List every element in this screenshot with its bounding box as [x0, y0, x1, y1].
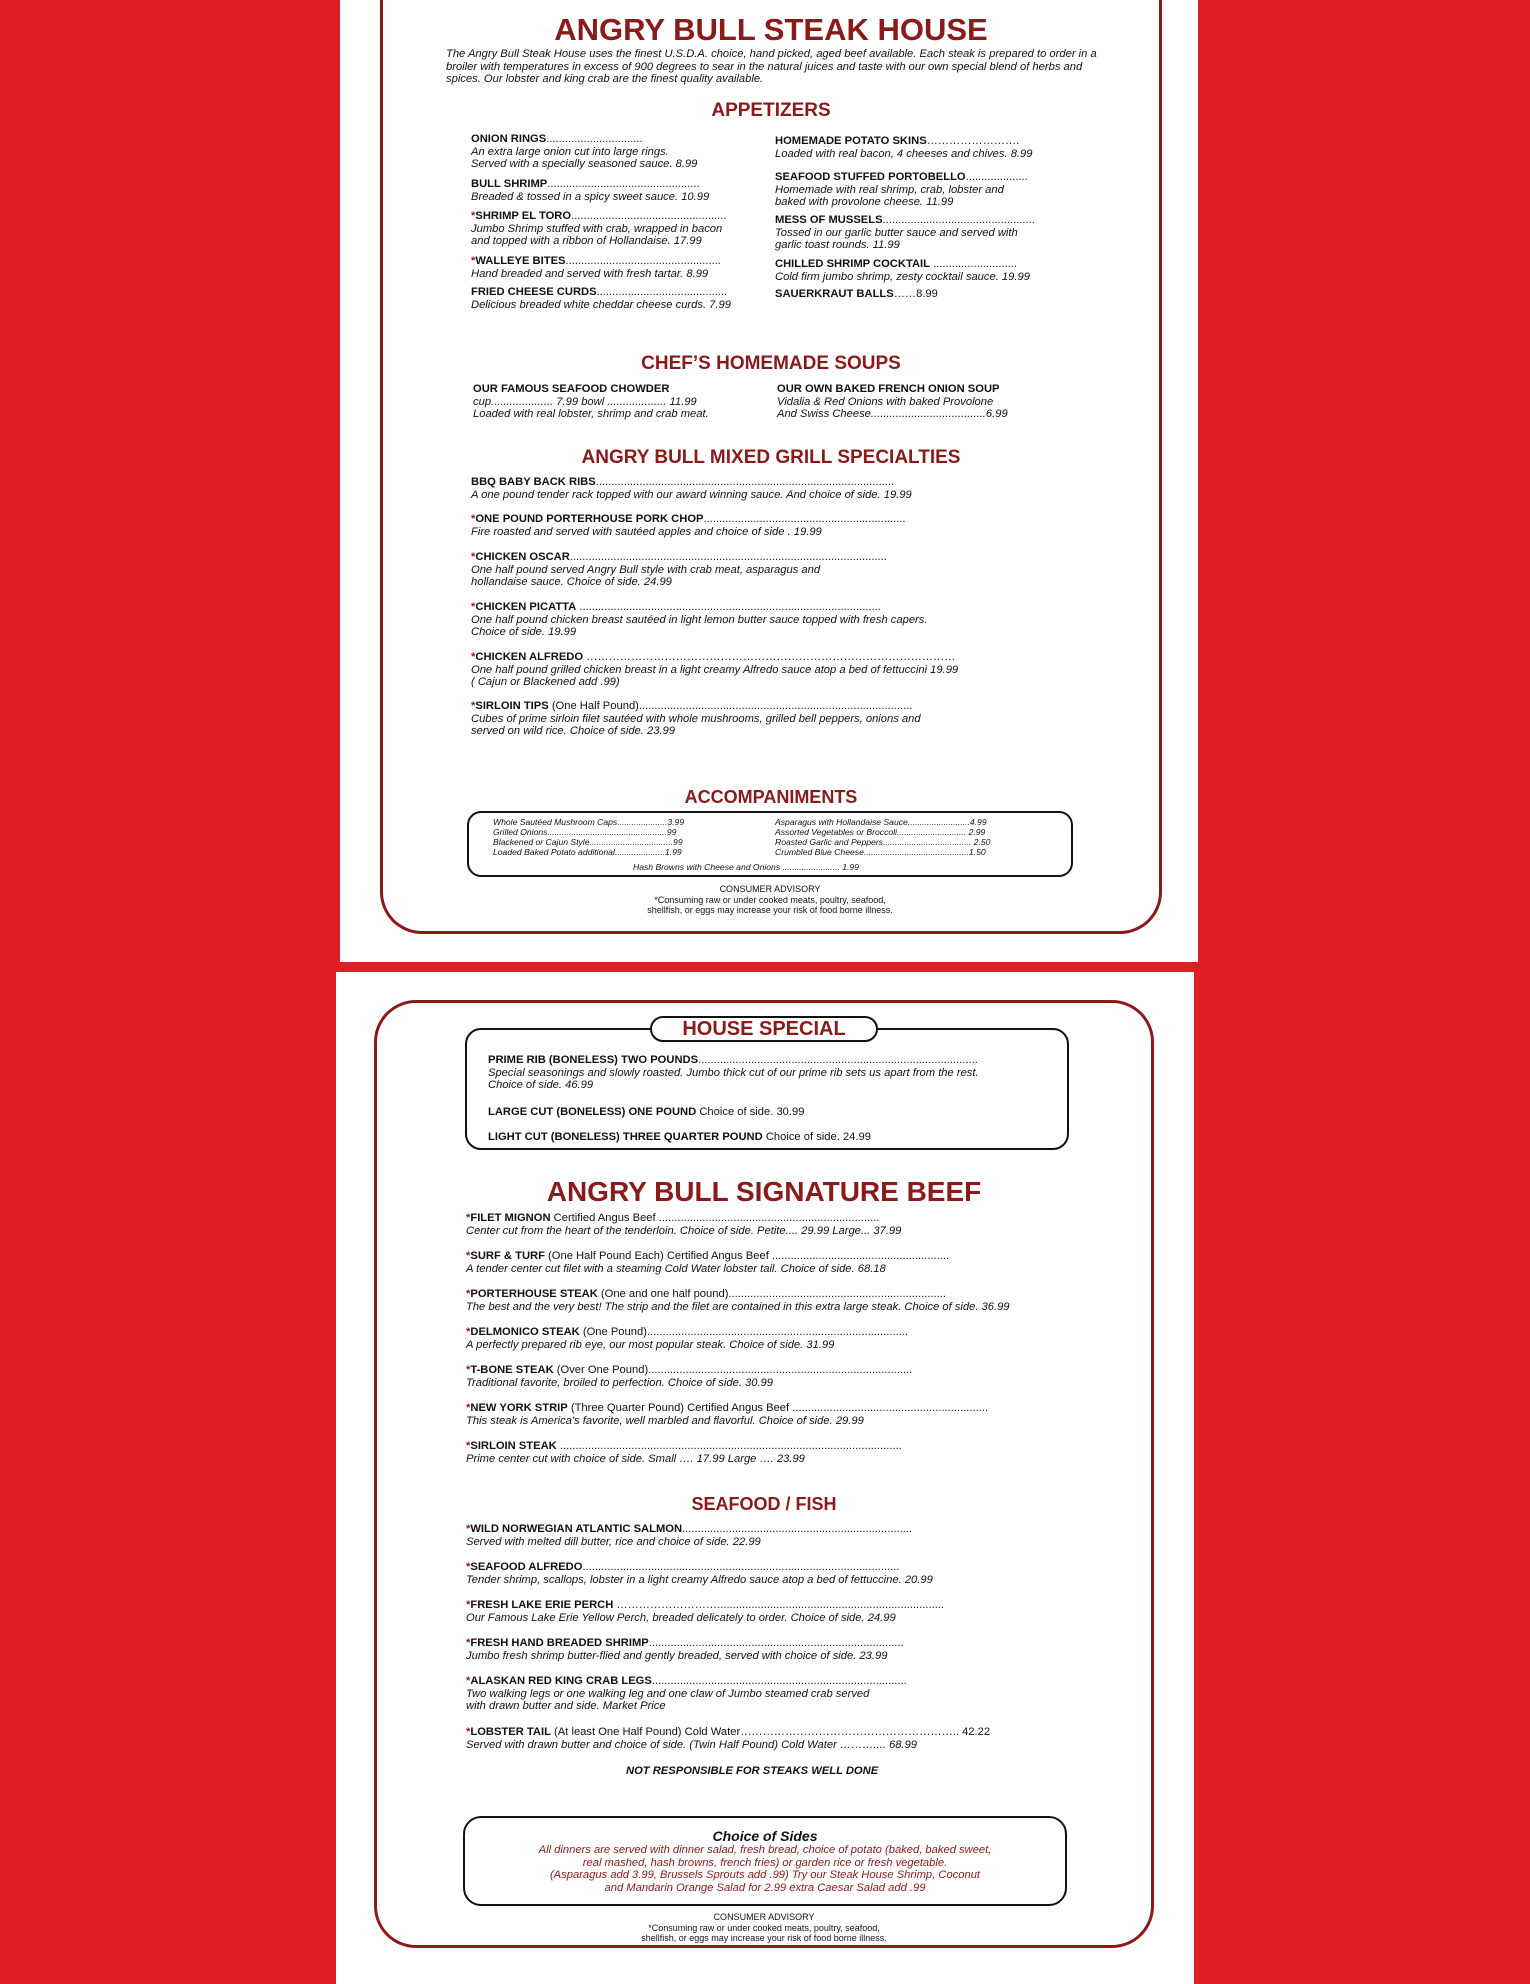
menu-item: *CHICKEN ALFREDO ……………………………………………………………………………………… One half pound grilled chicken breast in a light creamy Alfredo sauce atop a bed of fettuccini 19.99 ( Cajun or Blackened add .99)	[471, 651, 959, 688]
menu-item: *WILD NORWEGIAN ATLANTIC SALMON.......................................................................... Served with melted dill butter, rice and choice of side. 22.99	[466, 1523, 913, 1548]
intro-text: The Angry Bull Steak House uses the finest U.S.D.A. choice, hand picked, aged beef available. Each steak is prepared to order in a broiler with temperatures in excess of 900 degrees to sear in the natural juices and taste with our own special blend of herbs and spices. Our lobster and king crab are the finest quality available.	[446, 48, 1097, 85]
menu-item: *PORTERHOUSE STEAK (One and one half pound)...................................................................... The best and the very best! The strip and the filet are contained in this extra large steak. Choice of side. 36.99	[466, 1288, 1010, 1313]
choice-of-sides-box	[463, 1816, 1067, 1906]
menu-item: SEAFOOD STUFFED PORTOBELLO.................... Homemade with real shrimp, crab, lobster and baked with provolone cheese. 11.99	[775, 171, 1028, 208]
consumer-advisory: CONSUMER ADVISORY *Consuming raw or under cooked meats, poultry, seafood, shellfish, or eggs may increase your risk of food borne illness.	[641, 1912, 887, 1943]
house-special-label: HOUSE SPECIAL	[650, 1016, 878, 1042]
appetizers-heading: APPETIZERS	[711, 100, 831, 121]
menu-item: MESS OF MUSSELS................................................. Tossed in our garlic butter sauce and served with garlic toast rounds. 11.99	[775, 214, 1035, 251]
menu-item: *CHICKEN OSCAR...................................................................................................... One half pound served Angry Bull style with crab meat, asparagus and hollandaise sauce. Choice of side. 24.99	[471, 551, 887, 588]
menu-item: *FRESH LAKE ERIE PERCH ………………………......................................................................... Our Famous Lake Erie Yellow Perch, breaded delicately to order. Choice of side. 24.99	[466, 1599, 945, 1624]
soups-heading: CHEF’S HOMEMADE SOUPS	[641, 353, 901, 374]
menu-item: *SHRIMP EL TORO.................................................. Jumbo Shrimp stuffed with crab, wrapped in bacon and topped with a ribbon of Hollandaise. 17.99	[471, 210, 727, 247]
menu-page-2	[336, 972, 1194, 1984]
menu-item: *CHICKEN PICATTA ................................................................................................. One half pound chicken breast sautéed in light lemon butter sauce topped with fresh capers. Choice of side. 19.99	[471, 601, 928, 638]
seafood-heading: SEAFOOD / FISH	[691, 1494, 837, 1514]
menu-item: SAUERKRAUT BALLS……8.99	[775, 288, 938, 300]
menu-item: CHILLED SHRIMP COCKTAIL ........................... Cold firm jumbo shrimp, zesty cocktail sauce. 19.99	[775, 258, 1030, 283]
accompaniments-right: Asparagus with Hollandaise Sauce..........................4.99 Assorted Vegetables or Broccoli............................. 2.99 Roasted Garlic and Peppers..................................... 2.50 Crumbled Blue Cheese............................................1.50	[775, 817, 991, 857]
menu-item: OUR FAMOUS SEAFOOD CHOWDER cup.................... 7.99 bowl ................... 11.99 Loaded with real lobster, shrimp and crab meat.	[473, 383, 709, 420]
menu-item: BBQ BABY BACK RIBS................................................................................................ A one pound tender rack topped with our award winning sauce. And choice of side. 19.99	[471, 476, 912, 501]
restaurant-title: ANGRY BULL STEAK HOUSE	[554, 12, 988, 47]
choice-of-sides-text: All dinners are served with dinner salad, fresh bread, choice of potato (baked, baked sweet, real mashed, hash browns, french fries) or garden rice or fresh vegetable. (Asparagus add 3.99, Brussels Sprouts add .99) Try our Steak House Shrimp, Coconut and Mandarin Orange Salad for 2.99 extra Caesar Salad add .99	[538, 1844, 992, 1894]
menu-page-1	[340, 0, 1198, 962]
menu-item: *DELMONICO STEAK (One Pound).................................................................................... A perfectly prepared rib eye, our most popular steak. Choice of side. 31.99	[466, 1326, 909, 1351]
menu-item: *SIRLOIN STEAK .............................................................................................................. Prime center cut with choice of side. Small …. 17.99 Large …. 23.99	[466, 1440, 902, 1465]
menu-item: *NEW YORK STRIP (Three Quarter Pound) Certified Angus Beef ............................................................... This steak is America's favorite, well marbled and flavorful. Choice of side. 29.99	[466, 1402, 989, 1427]
menu-item: *ONE POUND PORTERHOUSE PORK CHOP................................................................. Fire roasted and served with sautéed apples and choice of side . 19.99	[471, 513, 906, 538]
menu-item: LIGHT CUT (BONELESS) THREE QUARTER POUND Choice of side. 24.99	[488, 1131, 871, 1143]
menu-item: *ALASKAN RED KING CRAB LEGS.................................................................................. Two walking legs or one walking leg and one claw of Jumbo steamed crab served with drawn butter and side. Market Price	[466, 1675, 907, 1712]
menu-item: BULL SHRIMP................................................. Breaded & tossed in a spicy sweet sauce. 10.99	[471, 178, 710, 203]
menu-item: *SIRLOIN TIPS (One Half Pound)........................................................................................ Cubes of prime sirloin filet sautéed with whole mushrooms, grilled bell peppers, onions and served on wild rice. Choice of side. 23.99	[471, 700, 921, 737]
menu-item: PRIME RIB (BONELESS) TWO POUNDS.......................................................................................... Special seasonings and slowly roasted. Jumbo thick cut of our prime rib sets us apart from the rest. Choice of side. 46.99	[488, 1054, 979, 1091]
accompaniments-left: Whole Sautéed Mushroom Caps.....................3.99 Grilled Onions..................................................99 Blackened or Cajun Style...................................99 Loaded Baked Potato additional.....................1.99	[493, 817, 685, 857]
choice-of-sides-title: Choice of Sides	[712, 1828, 818, 1844]
menu-item: *T-BONE STEAK (Over One Pound)..................................................................................... Traditional favorite, broiled to perfection. Choice of side. 30.99	[466, 1364, 913, 1389]
signature-beef-heading: ANGRY BULL SIGNATURE BEEF	[546, 1176, 982, 1207]
menu-item: *SURF & TURF (One Half Pound Each) Certified Angus Beef ......................................................... A tender center cut filet with a steaming Cold Water lobster tail. Choice of side. 68.18	[466, 1250, 950, 1275]
menu-item: LARGE CUT (BONELESS) ONE POUND Choice of side. 30.99	[488, 1106, 805, 1118]
menu-item: *FILET MIGNON Certified Angus Beef ....................................................................... Center cut from the heart of the tenderloin. Choice of side. Petite.... 29.99 Large... 37.99	[466, 1212, 902, 1237]
menu-item: *WALLEYE BITES.................................................. Hand breaded and served with fresh tartar. 8.99	[471, 255, 721, 280]
menu-item: *SEAFOOD ALFREDO...................................................................................................... Tender shrimp, scallops, lobster in a light creamy Alfredo sauce atop a bed of fettuccine. 20.99	[466, 1561, 933, 1586]
menu-item: FRIED CHEESE CURDS.......................................... Delicious breaded white cheddar cheese curds. 7.99	[471, 286, 731, 311]
consumer-advisory: CONSUMER ADVISORY *Consuming raw or under cooked meats, poultry, seafood, shellfish, or eggs may increase your risk of food borne illness.	[647, 884, 893, 915]
accompaniments-bottom: Hash Browns with Cheese and Onions ........................ 1.99	[633, 862, 859, 872]
not-responsible-note: NOT RESPONSIBLE FOR STEAKS WELL DONE	[626, 1765, 879, 1777]
menu-item: OUR OWN BAKED FRENCH ONION SOUP Vidalia & Red Onions with baked Provolone And Swiss Cheese.....................................6.99	[777, 383, 1008, 420]
accompaniments-heading: ACCOMPANIMENTS	[684, 787, 858, 807]
menu-item: *LOBSTER TAIL (At least One Half Pound) Cold Water………………………………………………….. 42.22 Served with drawn butter and choice of side. (Twin Half Pound) Cold Water ……….... 68.99	[466, 1726, 991, 1751]
menu-item: HOMEMADE POTATO SKINS……………………. Loaded with real bacon, 4 cheeses and chives. 8.99	[775, 135, 1033, 160]
mixed-grill-heading: ANGRY BULL MIXED GRILL SPECIALTIES	[581, 447, 961, 468]
menu-item: *FRESH HAND BREADED SHRIMP.................................................................................. Jumbo fresh shrimp butter-flied and gently breaded, served with choice of side. 23.99	[466, 1637, 904, 1662]
menu-item: ONION RINGS............................... An extra large onion cut into large rings. Served with a specially seasoned sauce. 8.99	[471, 133, 698, 170]
